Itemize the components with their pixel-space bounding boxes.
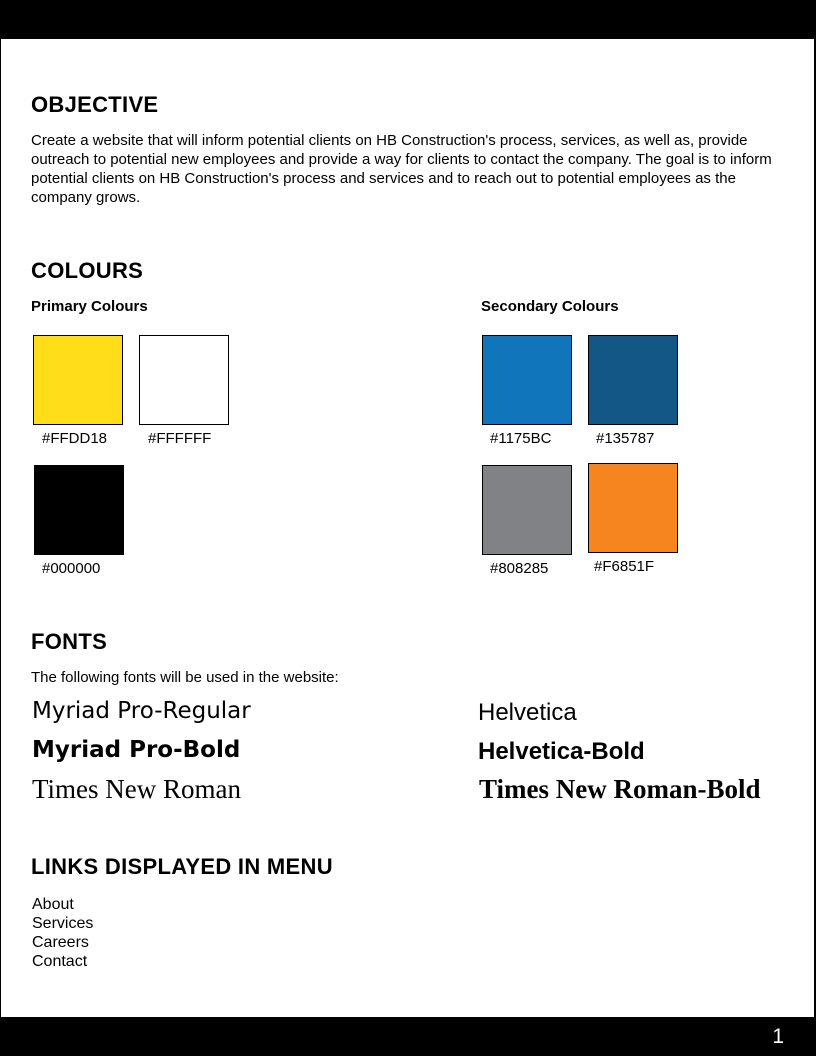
- fonts-intro: The following fonts will be used in the website:: [31, 669, 339, 686]
- swatch-hex-label: #FFDD18: [42, 430, 108, 447]
- font-sample-myriad-regular: Myriad Pro-Regular: [32, 698, 251, 724]
- swatch-hex-label: #FFFFFF: [148, 430, 212, 447]
- swatch-grey: [482, 465, 572, 555]
- font-sample-helvetica: Helvetica: [478, 699, 577, 726]
- swatch-hex-label: #1175BC: [490, 430, 552, 447]
- swatch-hex-label: #F6851F: [594, 558, 655, 575]
- menu-link-services: Services: [32, 915, 94, 932]
- swatch-dark-blue: [588, 335, 678, 425]
- swatch-yellow: [33, 335, 123, 425]
- swatch-hex-label: #000000: [42, 560, 101, 577]
- objective-text: Create a website that will inform potential clients on HB Construction's process, services, as well as, provide outreach to potential new employees and provide a way for clients to contact the company. The goal is to inform potential clients on HB Construction's process and services and to reach out to potential employees as the company grows.: [31, 132, 772, 206]
- swatch-orange: [588, 463, 678, 553]
- menu-link-about: About: [32, 896, 74, 913]
- swatch-white: [139, 335, 229, 425]
- menu-links-list: [32, 895, 93, 971]
- primary-colours-label: Primary Colours: [31, 298, 148, 315]
- menu-link-contact: Contact: [32, 953, 88, 970]
- font-sample-myriad-bold: Myriad Pro-Bold: [32, 737, 241, 763]
- swatch-black: [34, 465, 124, 555]
- swatch-blue: [482, 335, 572, 425]
- menu-link-careers: Careers: [32, 934, 89, 951]
- document-page: [1, 39, 814, 1017]
- secondary-colours-label: Secondary Colours: [481, 298, 619, 315]
- colours-heading: COLOURS: [31, 258, 144, 283]
- font-sample-helvetica-bold: Helvetica-Bold: [478, 738, 645, 765]
- fonts-heading: FONTS: [31, 629, 108, 654]
- font-sample-times: Times New Roman: [32, 774, 242, 804]
- swatch-hex-label: #808285: [490, 560, 549, 577]
- page-number: 1: [772, 1025, 784, 1048]
- links-heading: LINKS DISPLAYED IN MENU: [31, 854, 333, 879]
- swatch-hex-label: #135787: [596, 430, 655, 447]
- font-sample-times-bold: Times New Roman-Bold: [479, 774, 761, 804]
- objective-heading: OBJECTIVE: [31, 92, 159, 117]
